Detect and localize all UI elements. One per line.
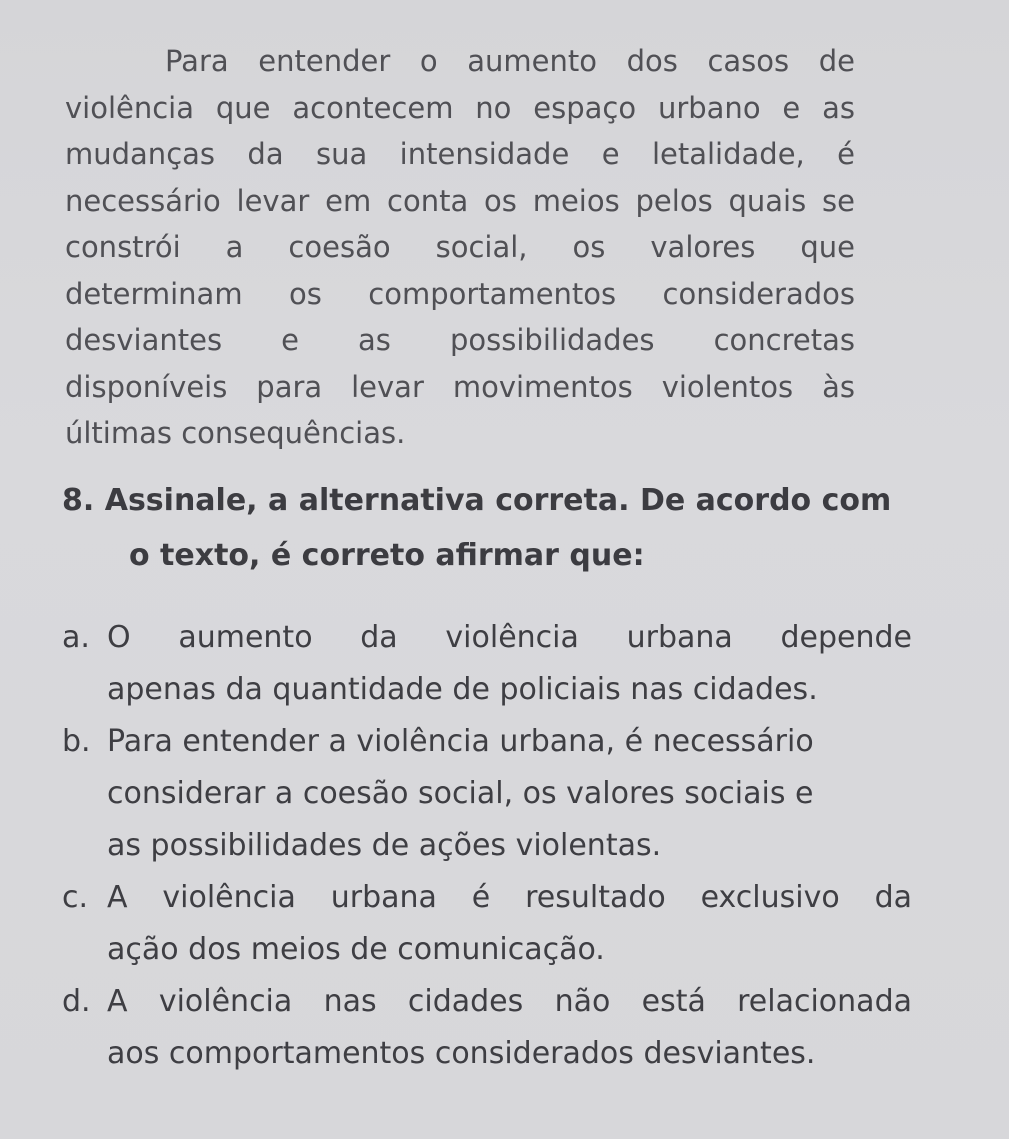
option-line: apenas da quantidade de policiais nas cidades. [107,672,818,707]
option-c[interactable] [62,872,912,976]
option-line: as possibilidades de ações violentas. [107,828,662,863]
reading-passage [65,38,855,457]
option-line: ação dos meios de comunicação. [107,932,605,967]
option-text [107,612,912,716]
option-line: Para entender a violência urbana, é necessário [107,724,814,759]
option-letter: a. [62,620,90,655]
option-text [107,976,912,1080]
option-text [107,716,912,872]
option-d[interactable] [62,976,912,1080]
question-prompt [62,473,892,583]
passage-line: Para entender o aumento dos casos de [165,44,855,78]
passage-line: últimas consequências. [65,416,406,450]
option-b[interactable] [62,716,912,872]
option-letter: c. [62,880,89,915]
option-line: considerar a coesão social, os valores sociais e [107,776,814,811]
option-a[interactable] [62,612,912,716]
option-text [107,872,912,976]
passage-line: violência que acontecem no espaço urbano e as [65,90,855,125]
option-line: O aumento da violência urbana depende [107,620,912,655]
answer-options [62,612,912,1080]
option-line: A violência nas cidades não está relacionada [107,984,912,1019]
passage-line: desviantes e as possibilidades concretas [65,323,855,357]
question-number: 8. [62,483,95,518]
option-line: aos comportamentos considerados desviantes. [107,1036,816,1071]
passage-line: necessário levar em conta os meios pelos quais se [65,183,855,218]
question-line: o texto, é correto afirmar que: [129,538,645,573]
question-text: Assinale, a alternativa correta. De acordo com [104,483,892,518]
passage-line: disponíveis para levar movimentos violentos às [65,369,855,404]
option-letter: b. [62,724,91,759]
option-letter: d. [62,984,91,1019]
passage-line: determinam os comportamentos considerados [65,276,855,311]
passage-line: mudanças da sua intensidade e letalidade, é [65,137,855,171]
passage-line: constrói a coesão social, os valores que [65,230,855,264]
option-line: A violência urbana é resultado exclusivo da [107,880,912,915]
question-line [62,473,892,528]
